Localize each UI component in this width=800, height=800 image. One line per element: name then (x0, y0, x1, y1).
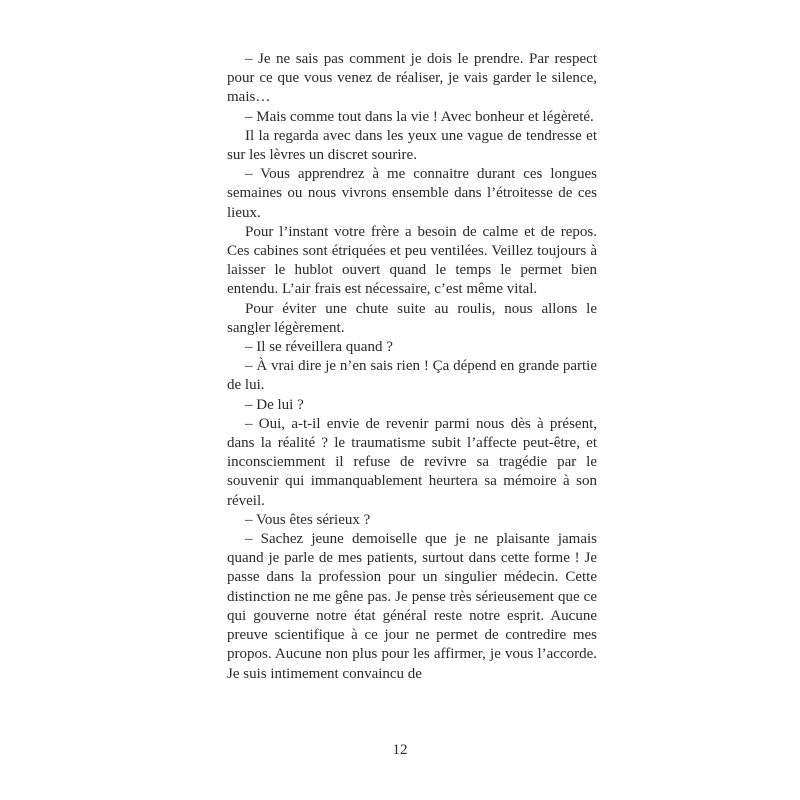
page-number: 12 (392, 742, 408, 758)
paragraph: – À vrai dire je n’en sais rien ! Ça dépend en grande partie de lui. (227, 358, 597, 394)
paragraph: – Sachez jeune demoiselle que je ne plaisante jamais quand je parle de mes patients, surtout dans cette forme ! Je passe dans la profession pour un singulier médecin. Cette distinction ne me gêne pas. Je pense très sérieusement que ce qui gouverne notre état général reste notre esprit. Aucune preuve scientifique à ce jour ne permet de contredire mes propos. Aucune non plus pour les affirmer, je vous l’accorde. Je suis intimement convaincu de (227, 531, 597, 682)
paragraph: – Il se réveillera quand ? (245, 339, 393, 356)
body-text (227, 50, 597, 684)
paragraph: – Je ne sais pas comment je dois le prendre. Par respect pour ce que vous venez de réaliser, je vais garder le silence, mais… (227, 51, 597, 106)
paragraph: Il la regarda avec dans les yeux une vague de tendresse et sur les lèvres un discret sourire. (227, 127, 597, 164)
paragraph: – De lui ? (245, 396, 304, 413)
paragraph: – Vous êtes sérieux ? (245, 511, 371, 528)
paragraph: Pour l’instant votre frère a besoin de calme et de repos. Ces cabines sont étriquées et peu ventilées. Veillez toujours à laisser le hublot ouvert quand le temps le permet bien entendu. L’air frais est nécessaire, c’est même vital. (227, 223, 597, 298)
paragraph: Pour éviter une chute suite au roulis, nous allons le sangler légèrement. (227, 300, 597, 336)
paragraph: – Vous apprendrez à me connaitre durant ces longues semaines ou nous vivrons ensemble dans l’étroitesse de ces lieux. (227, 166, 597, 221)
paragraph: – Oui, a-t-il envie de revenir parmi nous dès à présent, dans la réalité ? le traumatisme subit l’affecte peut-être, et inconsciemment il refuse de revivre sa tragédie par le souvenir qui immanquablement heurtera sa mémoire à son réveil. (227, 415, 597, 509)
paragraph: – Mais comme tout dans la vie ! Avec bonheur et légèreté. (245, 108, 594, 125)
